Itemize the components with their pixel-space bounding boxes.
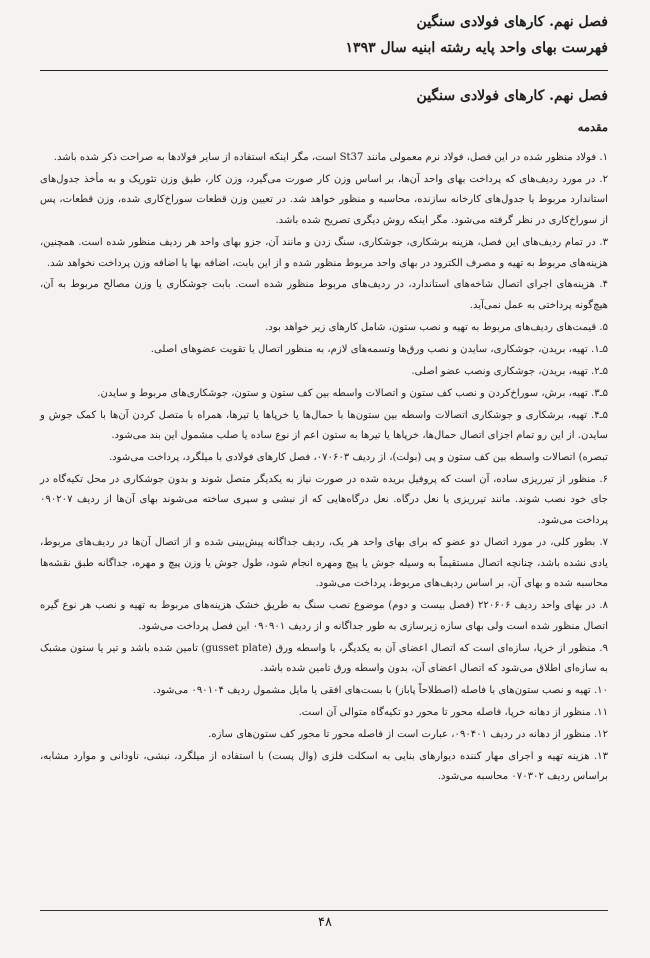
paragraph-12: ۱۲. منظور از دهانه در ردیف ۰۹۰۴۰۱، عبارت است از فاصله محور تا محور کف ستون‌های سازه. (208, 728, 608, 740)
paragraph-2: ۲. در مورد ردیف‌های که پرداخت بهای واحد آن‌ها، بر اساس وزن کار صورت می‌گیرد، وزن کار، طبق وزن تئوریک و به مأخذ جدول‌های استاندارد مربوط یا جدول‌های کارخانه سازنده، محاسبه و منظور خواهد شد. در تعیین وزن قطعات سوراخ‌کاری شده، وزن قطعات، پس از سوراخ‌کاری در نظر گرفته می‌شود. مگر اینکه روش دیگری تصریح شده باشد. (40, 173, 608, 227)
running-header (40, 12, 608, 71)
paragraph-7: ۷. بطور کلی، در مورد اتصال دو عضو که برای بهای واحد هر یک، ردیف جداگانه پیش‌بینی شده و از اتصال آن‌ها در ردیف‌های مربوط، یادی نشده باشد، چنانچه اتصال مستقیماً به وسیله جوش یا پیچ ومهره انجام شود، طول جوش یا وزن پیچ و مهره، جداگانه طبق نقشه‌ها محاسبه شده و بهای آن، بر اساس ردیف‌های مربوط، پرداخت می‌شود. (40, 536, 608, 590)
paragraph-note: تبصره) اتصالات واسطه بین کف ستون و پی (بولت)، از ردیف ۰۷۰۶۰۳، فصل کارهای فولادی با میلگرد، پرداخت می‌شود. (108, 451, 608, 463)
paragraph-5-4: ۵ـ۴. تهیه، برشکاری و جوشکاری اتصالات واسطه بین ستون‌ها با حمال‌ها یا خرپاها یا تیرها، همراه با متصل کردن آن‌ها با کمک جوش و سایدن. از این رو تمام اجزای اتصال حمال‌ها، خرپاها یا تیرها به ستون اعم از نوع ساده یا صلب مشمول این بند می‌شود. (40, 409, 608, 442)
header-catalog: فهرست بهای واحد پایه رشته ابنیه سال ۱۳۹۳ (345, 40, 608, 56)
paragraph-13: ۱۳. هزینه تهیه و اجرای مهار کننده دیوارهای بنایی به اسکلت فلزی (وال پست) با استفاده از میلگرد، نبشی، ناودانی و موارد مشابه، براساس ردیف ۰۷۰۳۰۲ محاسبه می‌شود. (40, 750, 608, 783)
paragraph-5: ۵. قیمت‌های ردیف‌های مربوط به تهیه و نصب ستون، شامل کارهای زیر خواهد بود. (265, 321, 608, 333)
paragraph-5-1: ۵ـ۱. تهیه، بریدن، جوشکاری، سایدن و نصب ورق‌ها وتسمه‌های لازم، به منظور اتصال یا تقویت عضوهای اصلی. (150, 343, 608, 355)
paragraph-6: ۶. منظور از تیرریزی ساده، آن است که پروفیل بریده شده در صورت نیاز به یکدیگر متصل شوند و بدون جوشکاری در محل تکیه‌گاه در جای خود نصب شوند. مانند تیرریزی یا نعل درگاه. نعل درگاه‌هایی که از نبشی و سپری ساخته می‌شوند بهای آن‌ها از ردیف ۰۹۰۲۰۷ پرداخت می‌شود. (40, 473, 608, 527)
body-text (40, 148, 608, 789)
footer-divider (40, 910, 608, 911)
paragraph-5-3: ۵ـ۳. تهیه، برش، سوراخ‌کردن و نصب کف ستون و اتصالات واسطه بین کف ستون و ستون، جوشکاری‌های مربوط و سایدن. (97, 387, 608, 399)
paragraph-4: ۴. هزینه‌های اجرای اتصال شاخه‌های استاندارد، در ردیف‌های مربوط منظور شده است. بابت جوشکاری یا وزن مصالح مربوط به آن، هیچ‌گونه پرداختی به عمل نمی‌آید. (40, 279, 608, 312)
paragraph-3: ۳. در تمام ردیف‌های این فصل، هزینه برشکاری، جوشکاری، سنگ زدن و مانند آن، جزو بهای واحد هر ردیف منظور شده است. همچنین، هزینه‌های مربوط به تهیه و مصرف الکترود در بهای واحد مربوط منظور شده و از این بابت، اضافه بها یا اضافه وزن پرداخت نخواهد شد. (40, 236, 608, 269)
paragraph-5-2: ۵ـ۲. تهیه، بریدن، جوشکاری ونصب عضو اصلی. (411, 365, 608, 377)
paragraph-11: ۱۱. منظور از دهانه خرپا، فاصله محور تا محور دو تکیه‌گاه متوالی آن است. (298, 706, 608, 718)
paragraph-1: ۱. فولاد منظور شده در این فصل، فولاد نرم معمولی مانند St37 است، مگر اینکه استفاده از سایر فولادها به صراحت ذکر شده باشد. (53, 152, 608, 163)
page-number: ۴۸ (318, 915, 332, 930)
section-heading: مقدمه (577, 120, 608, 134)
chapter-title: فصل نهم. کارهای فولادی سنگین (416, 88, 608, 104)
paragraph-10: ۱۰. تهیه و نصب ستون‌های با فاصله (اصطلاحاً پاباز) با بست‌های افقی یا مایل مشمول ردیف ۰۹۰۱۰۴ می‌شود. (153, 685, 608, 696)
paragraph-8: ۸. در بهای واحد ردیف ۲۲۰۶۰۶ (فصل بیست و دوم) موضوع نصب سنگ به طریق خشک هزینه‌های مربوط به تهیه و نصب هر نوع گیره اتصال منظور شده است ولی بهای سازه زیرسازی به طور جداگانه و از ردیف ۰۹۰۹۰۱ این فصل پرداخت می‌شود. (40, 600, 608, 632)
paragraph-9: ۹. منظور از خرپا، سازه‌ای است که اتصال اعضای آن به یکدیگر، با واسطه ورق (gusset plate) تامین شده باشد و تیر یا ستون مشبک به سازه‌ای اطلاق می‌شود که اتصال اعضای آن، بدون واسطه ورق تامین شده باشد. (40, 642, 608, 675)
header-chapter: فصل نهم. کارهای فولادی سنگین (416, 14, 608, 30)
